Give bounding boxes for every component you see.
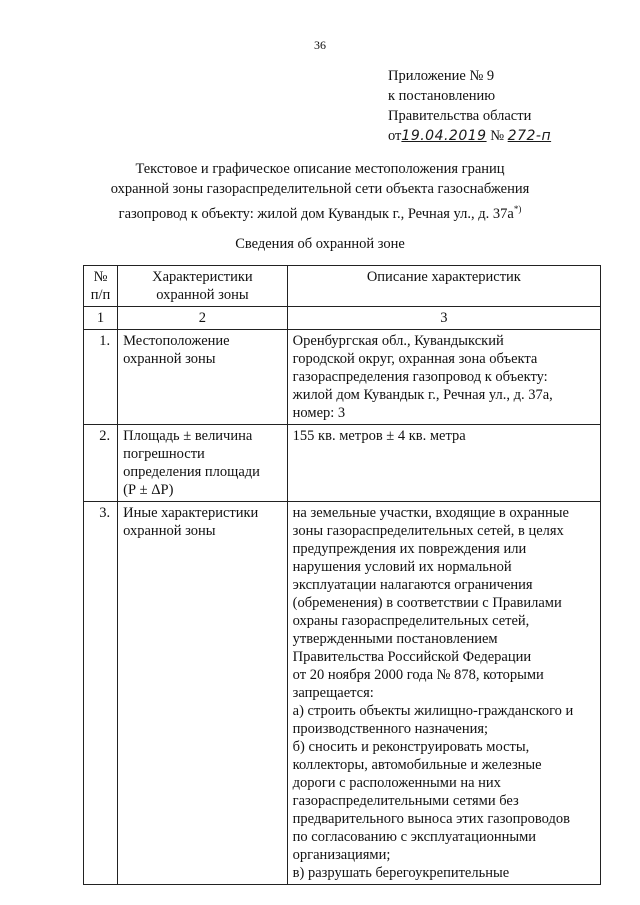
- description-line: коллекторы, автомобильные и железные: [292, 757, 542, 773]
- title-line-1: Текстовое и графическое описание местоположения границ: [135, 161, 505, 177]
- characteristic-line: (Р ± ΔР): [123, 482, 174, 498]
- column-number-1: 1: [84, 307, 118, 330]
- description-line: жилой дом Кувандык г., Речная ул., д. 37а,: [292, 387, 553, 403]
- row-number: 1.: [84, 330, 118, 425]
- description-line: предварительного выноса этих газопроводов: [292, 811, 570, 827]
- description-line: по согласованию с эксплуатационными: [292, 829, 537, 845]
- characteristic-line: Иные характеристики: [123, 505, 259, 521]
- description-line: на земельные участки, входящие в охранные: [292, 505, 569, 521]
- characteristic-line: Площадь ± величина: [123, 428, 253, 444]
- description-line: от 20 ноября 2000 года № 878, которыми: [292, 667, 544, 683]
- row-characteristic: [118, 425, 288, 502]
- handwritten-date: 19.04.2019: [401, 128, 487, 144]
- description-line: нарушения условий их нормальной: [292, 559, 512, 575]
- header-number-line-1: №: [93, 269, 108, 285]
- characteristic-line: охранной зоны: [123, 351, 216, 367]
- document-title: [60, 159, 580, 224]
- title-line-3: [60, 199, 580, 224]
- page-number: 36: [314, 38, 326, 52]
- column-number-3: 3: [287, 307, 600, 330]
- table-row: [84, 425, 601, 502]
- table-row: [84, 330, 601, 425]
- row-characteristic: [118, 330, 288, 425]
- table-row: [84, 502, 601, 885]
- description-line: дороги с расположенными на них: [292, 775, 501, 791]
- title-line-2: охранной зоны газораспределительной сети объекта газоснабжения: [110, 181, 530, 197]
- header-number: [84, 266, 118, 307]
- description-line: эксплуатации налагаются ограничения: [292, 577, 533, 593]
- table-body: [84, 330, 601, 885]
- row-number: 2.: [84, 425, 118, 502]
- date-prefix: от: [388, 128, 402, 144]
- description-line: производственного назначения;: [292, 721, 489, 737]
- table-header-row: [84, 266, 601, 307]
- characteristic-line: Местоположение: [123, 333, 230, 349]
- description-line: Правительства Российской Федерации: [292, 649, 532, 665]
- description-line: (обременения) в соответствии с Правилами: [292, 595, 562, 611]
- header-description: Описание характеристик: [287, 266, 600, 307]
- header-characteristics-line-1: Характеристики: [152, 269, 253, 285]
- appendix-line-2: к постановлению: [388, 88, 496, 104]
- appendix-line-1: Приложение № 9: [388, 68, 495, 84]
- description-line: Оренбургская обл., Кувандыкский: [292, 333, 504, 349]
- description-line: б) сносить и реконструировать мосты,: [292, 739, 530, 755]
- description-line: зоны газораспределительных сетей, в целях: [292, 523, 564, 539]
- description-line: в) разрушать берегоукрепительные: [292, 865, 510, 881]
- section-title: Сведения об охранной зоне: [235, 236, 405, 252]
- description-line: запрещается:: [292, 685, 374, 701]
- description-line: номер: 3: [292, 405, 346, 421]
- row-number: 3.: [84, 502, 118, 885]
- description-line: газораспределения газопровод к объекту:: [292, 369, 548, 385]
- description-line: а) строить объекты жилищно-гражданского и: [292, 703, 574, 719]
- description-line: городской округ, охранная зона объекта: [292, 351, 538, 367]
- column-number-2: 2: [118, 307, 288, 330]
- description-line: 155 кв. метров ± 4 кв. метра: [292, 428, 466, 444]
- footnote-mark: *): [513, 204, 522, 214]
- zone-info-table: [83, 265, 601, 885]
- header-number-line-2: п/п: [90, 287, 111, 303]
- handwritten-number: 272-п: [507, 128, 552, 144]
- description-line: газораспределительными сетями без: [292, 793, 519, 809]
- row-characteristic: [118, 502, 288, 885]
- description-line: организациями;: [292, 847, 391, 863]
- row-description: [287, 330, 600, 425]
- header-characteristics-line-2: охранной зоны: [156, 287, 249, 303]
- header-characteristics: [118, 266, 288, 307]
- appendix-block: [388, 66, 551, 146]
- characteristic-line: определения площади: [123, 464, 260, 480]
- characteristic-line: охранной зоны: [123, 523, 216, 539]
- row-description: [287, 425, 600, 502]
- description-line: охраны газораспределительных сетей,: [292, 613, 530, 629]
- title-line-3-text: газопровод к объекту: жилой дом Кувандык г., Речная ул., д. 37а: [118, 205, 514, 222]
- appendix-line-3: Правительства области: [388, 108, 532, 124]
- row-description: [287, 502, 600, 885]
- column-number-row: [84, 307, 601, 330]
- number-prefix: №: [490, 128, 505, 144]
- description-line: утвержденными постановлением: [292, 631, 498, 647]
- description-line: предупреждения их повреждения или: [292, 541, 527, 557]
- appendix-date-line: [388, 126, 551, 146]
- characteristic-line: погрешности: [123, 446, 205, 462]
